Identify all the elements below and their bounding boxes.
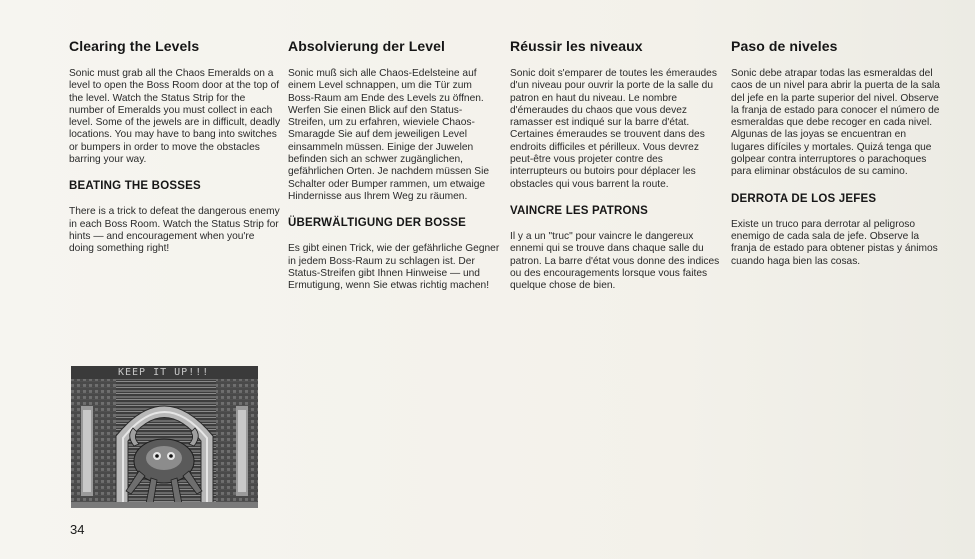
subheading-derrota: DERROTA DE LOS JEFES <box>731 192 877 205</box>
paragraph-beating-bosses: There is a trick to defeat the dangerous enemy in each Boss Room. Watch the Status Strip for hints — and encouragement when you're doing something right! <box>69 206 280 255</box>
heading-reussir: Réussir les niveaux <box>510 38 643 54</box>
heading-absolvierung: Absolvierung der Level <box>288 38 446 54</box>
paragraph-reussir: Sonic doit s'emparer de toutes les émeraudes d'un niveau pour ouvrir la porte de la salle du patron en haut du niveau. Le nombre d'émeraudes du chaos que vous devez ramasser est indiqué sur la barre d'état. Certaines émeraudes se trouvent dans des endroits difficiles et périlleux. Vous devrez peut-être vous projeter contre des interrupteurs ou butoirs pour déplacer les obstacles qui vous barrent la route. <box>510 68 717 190</box>
column-german <box>288 38 500 292</box>
status-strip-banner: KEEP IT UP!!! <box>71 366 258 379</box>
paragraph-derrota: Existe un truco para derrotar al peligroso enemigo de cada sala de jefe. Observe la franja de estado para obtener pistas y ánimos cuando haga bien las cosas. <box>731 218 938 267</box>
subheading-beating-bosses: BEATING THE BOSSES <box>69 180 201 193</box>
page-number: 34 <box>70 522 85 537</box>
column-spanish <box>731 38 941 268</box>
boss-room-illustration <box>71 366 258 508</box>
paragraph-clearing-levels: Sonic must grab all the Chaos Emeralds on a level to open the Boss Room door at the top of the level. Watch the Status Strip for the number of Emeralds you must collect in each level. Some of the jewels are in difficult, deadly locations. You may have to bang into switches or bumpers in order to move the obstacles barring your way. <box>69 68 281 166</box>
subheading-ueberwaeltigung: ÜBERWÄLTIGUNG DER BOSSE <box>288 217 466 230</box>
paragraph-ueberwaeltigung: Es gibt einen Trick, wie der gefährliche Gegner in jedem Boss-Raum zu schlagen ist. Der Status-Streifen gibt Ihnen Hinweise — und Ermutigung, wenn Sie etwas richtig machen! <box>288 243 500 292</box>
paragraph-vaincre: Il y a un "truc" pour vaincre le dangereux ennemi qui se trouve dans chaque salle du patron. La barre d'état vous donne des indices ou des encouragements lorsque vous faites quelque chose de bien. <box>510 230 720 292</box>
column-french <box>510 38 722 292</box>
heading-clearing-levels: Clearing the Levels <box>69 38 200 54</box>
paragraph-absolvierung: Sonic muß sich alle Chaos-Edelsteine auf einem Level schnappen, um die Tür zum Boss-Raum am Ende des Levels zu öffnen. Werfen Sie einen Blick auf den Status-Streifen, um zu erfahren, wieviele Chaos-Smaragde Sie auf dem jeweiligen Level einsammeln müssen. Einige der Juwelen befinden sich an schwer zugänglichen, gefährlichen Orten. Je nachdem müssen Sie Schalter oder Bumper rammen, um etwaige Hindernisse aus Ihrem Weg zu räumen. <box>288 68 490 202</box>
column-english <box>69 38 281 256</box>
heading-paso: Paso de niveles <box>731 38 838 54</box>
subheading-vaincre: VAINCRE LES PATRONS <box>510 204 648 217</box>
game-screenshot <box>71 366 258 508</box>
paragraph-paso: Sonic debe atrapar todas las esmeraldas del caos de un nivel para abrir la puerta de la sala del jefe en la parte superior del nivel. Observe la franja de estado para conocer el número de esmeraldas que debe recoger en cada nivel. Algunas de las joyas se encuentran en lugares difíciles y mortales. Quizá tenga que golpear contra interruptores o parachoques para eliminar obstáculos de su camino. <box>731 68 940 178</box>
